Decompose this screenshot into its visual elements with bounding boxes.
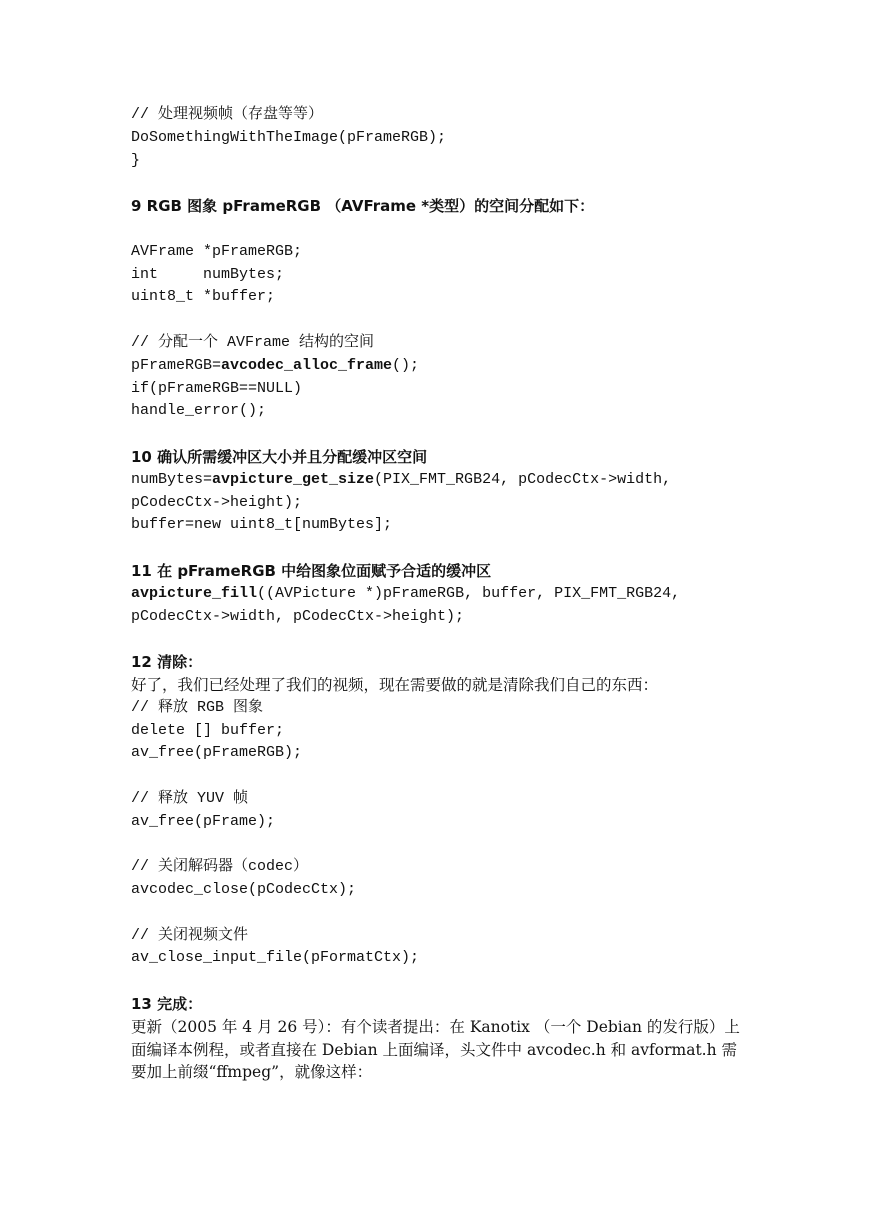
blank-line bbox=[131, 628, 751, 651]
code-line: uint8_t *buffer; bbox=[131, 288, 276, 306]
document-page bbox=[131, 104, 751, 1084]
code-line bbox=[131, 583, 751, 606]
code-line: pCodecCtx->height); bbox=[131, 493, 303, 511]
code-line: // 释放 RGB 图象 bbox=[131, 698, 264, 716]
code-text: (PIX_FMT_RGB24, pCodecCtx->width, bbox=[374, 470, 672, 488]
paragraph: 好了，我们已经处理了我们的视频，现在需要做的就是清除我们自己的东西： bbox=[131, 675, 659, 694]
section-heading-9: 9 RGB 图象 pFrameRGB （AVFrame *类型）的空间分配如下： bbox=[131, 197, 595, 216]
code-text: pFrameRGB= bbox=[131, 356, 222, 374]
function-name: avcodec_alloc_frame bbox=[221, 356, 393, 374]
blank-line bbox=[131, 834, 751, 857]
blank-line bbox=[131, 537, 751, 560]
blank-line bbox=[131, 765, 751, 788]
code-line: buffer=new uint8_t[numBytes]; bbox=[131, 516, 393, 534]
section-heading-13: 13 完成： bbox=[131, 995, 203, 1014]
code-line: } bbox=[131, 151, 141, 169]
function-name: avpicture_fill bbox=[131, 584, 258, 602]
code-text: numBytes= bbox=[131, 470, 213, 488]
code-line: // 关闭解码器（codec） bbox=[131, 858, 309, 876]
code-line: // 分配一个 AVFrame 结构的空间 bbox=[131, 333, 375, 351]
code-line: pCodecCtx->width, pCodecCtx->height); bbox=[131, 607, 465, 625]
section-heading-10: 10 确认所需缓冲区大小并且分配缓冲区空间 bbox=[131, 447, 428, 466]
code-line: DoSomethingWithTheImage(pFrameRGB); bbox=[131, 128, 447, 146]
blank-line bbox=[131, 218, 751, 241]
blank-line bbox=[131, 309, 751, 332]
code-line: // 处理视频帧（存盘等等） bbox=[131, 106, 324, 123]
code-text: (); bbox=[392, 356, 420, 374]
code-line bbox=[131, 469, 751, 492]
paragraph: 更新（2005 年 4 月 26 号）：有个读者提出：在 Kanotix （一个 Debian 的发行版）上面编译本例程，或者直接在 Debian 上面编译，头文件中 avcodec.h 和 avformat.h 需要加上前缀“ffmpeg”，就像这样： bbox=[131, 1017, 740, 1082]
code-line: int numBytes; bbox=[131, 265, 285, 283]
code-line: // 关闭视频文件 bbox=[131, 926, 249, 944]
function-name: avpicture_get_size bbox=[212, 470, 375, 488]
code-line: av_free(pFrame); bbox=[131, 812, 276, 830]
code-text: ((AVPicture *)pFrameRGB, buffer, PIX_FMT_RGB24, bbox=[257, 584, 681, 602]
blank-line bbox=[131, 970, 751, 993]
section-heading-12: 12 清除： bbox=[131, 653, 203, 672]
code-line: delete [] buffer; bbox=[131, 721, 285, 739]
code-line: avcodec_close(pCodecCtx); bbox=[131, 881, 357, 899]
code-line: // 释放 YUV 帧 bbox=[131, 789, 249, 807]
blank-line bbox=[131, 423, 751, 446]
blank-line bbox=[131, 902, 751, 925]
code-line: handle_error(); bbox=[131, 402, 267, 420]
code-line: AVFrame *pFrameRGB; bbox=[131, 242, 303, 260]
section-heading-11: 11 在 pFrameRGB 中给图象位面赋予合适的缓冲区 bbox=[131, 561, 492, 580]
code-line: if(pFrameRGB==NULL) bbox=[131, 379, 303, 397]
code-line bbox=[131, 355, 751, 378]
blank-line bbox=[131, 172, 751, 195]
code-line: av_free(pFrameRGB); bbox=[131, 744, 303, 762]
code-line: av_close_input_file(pFormatCtx); bbox=[131, 949, 420, 967]
